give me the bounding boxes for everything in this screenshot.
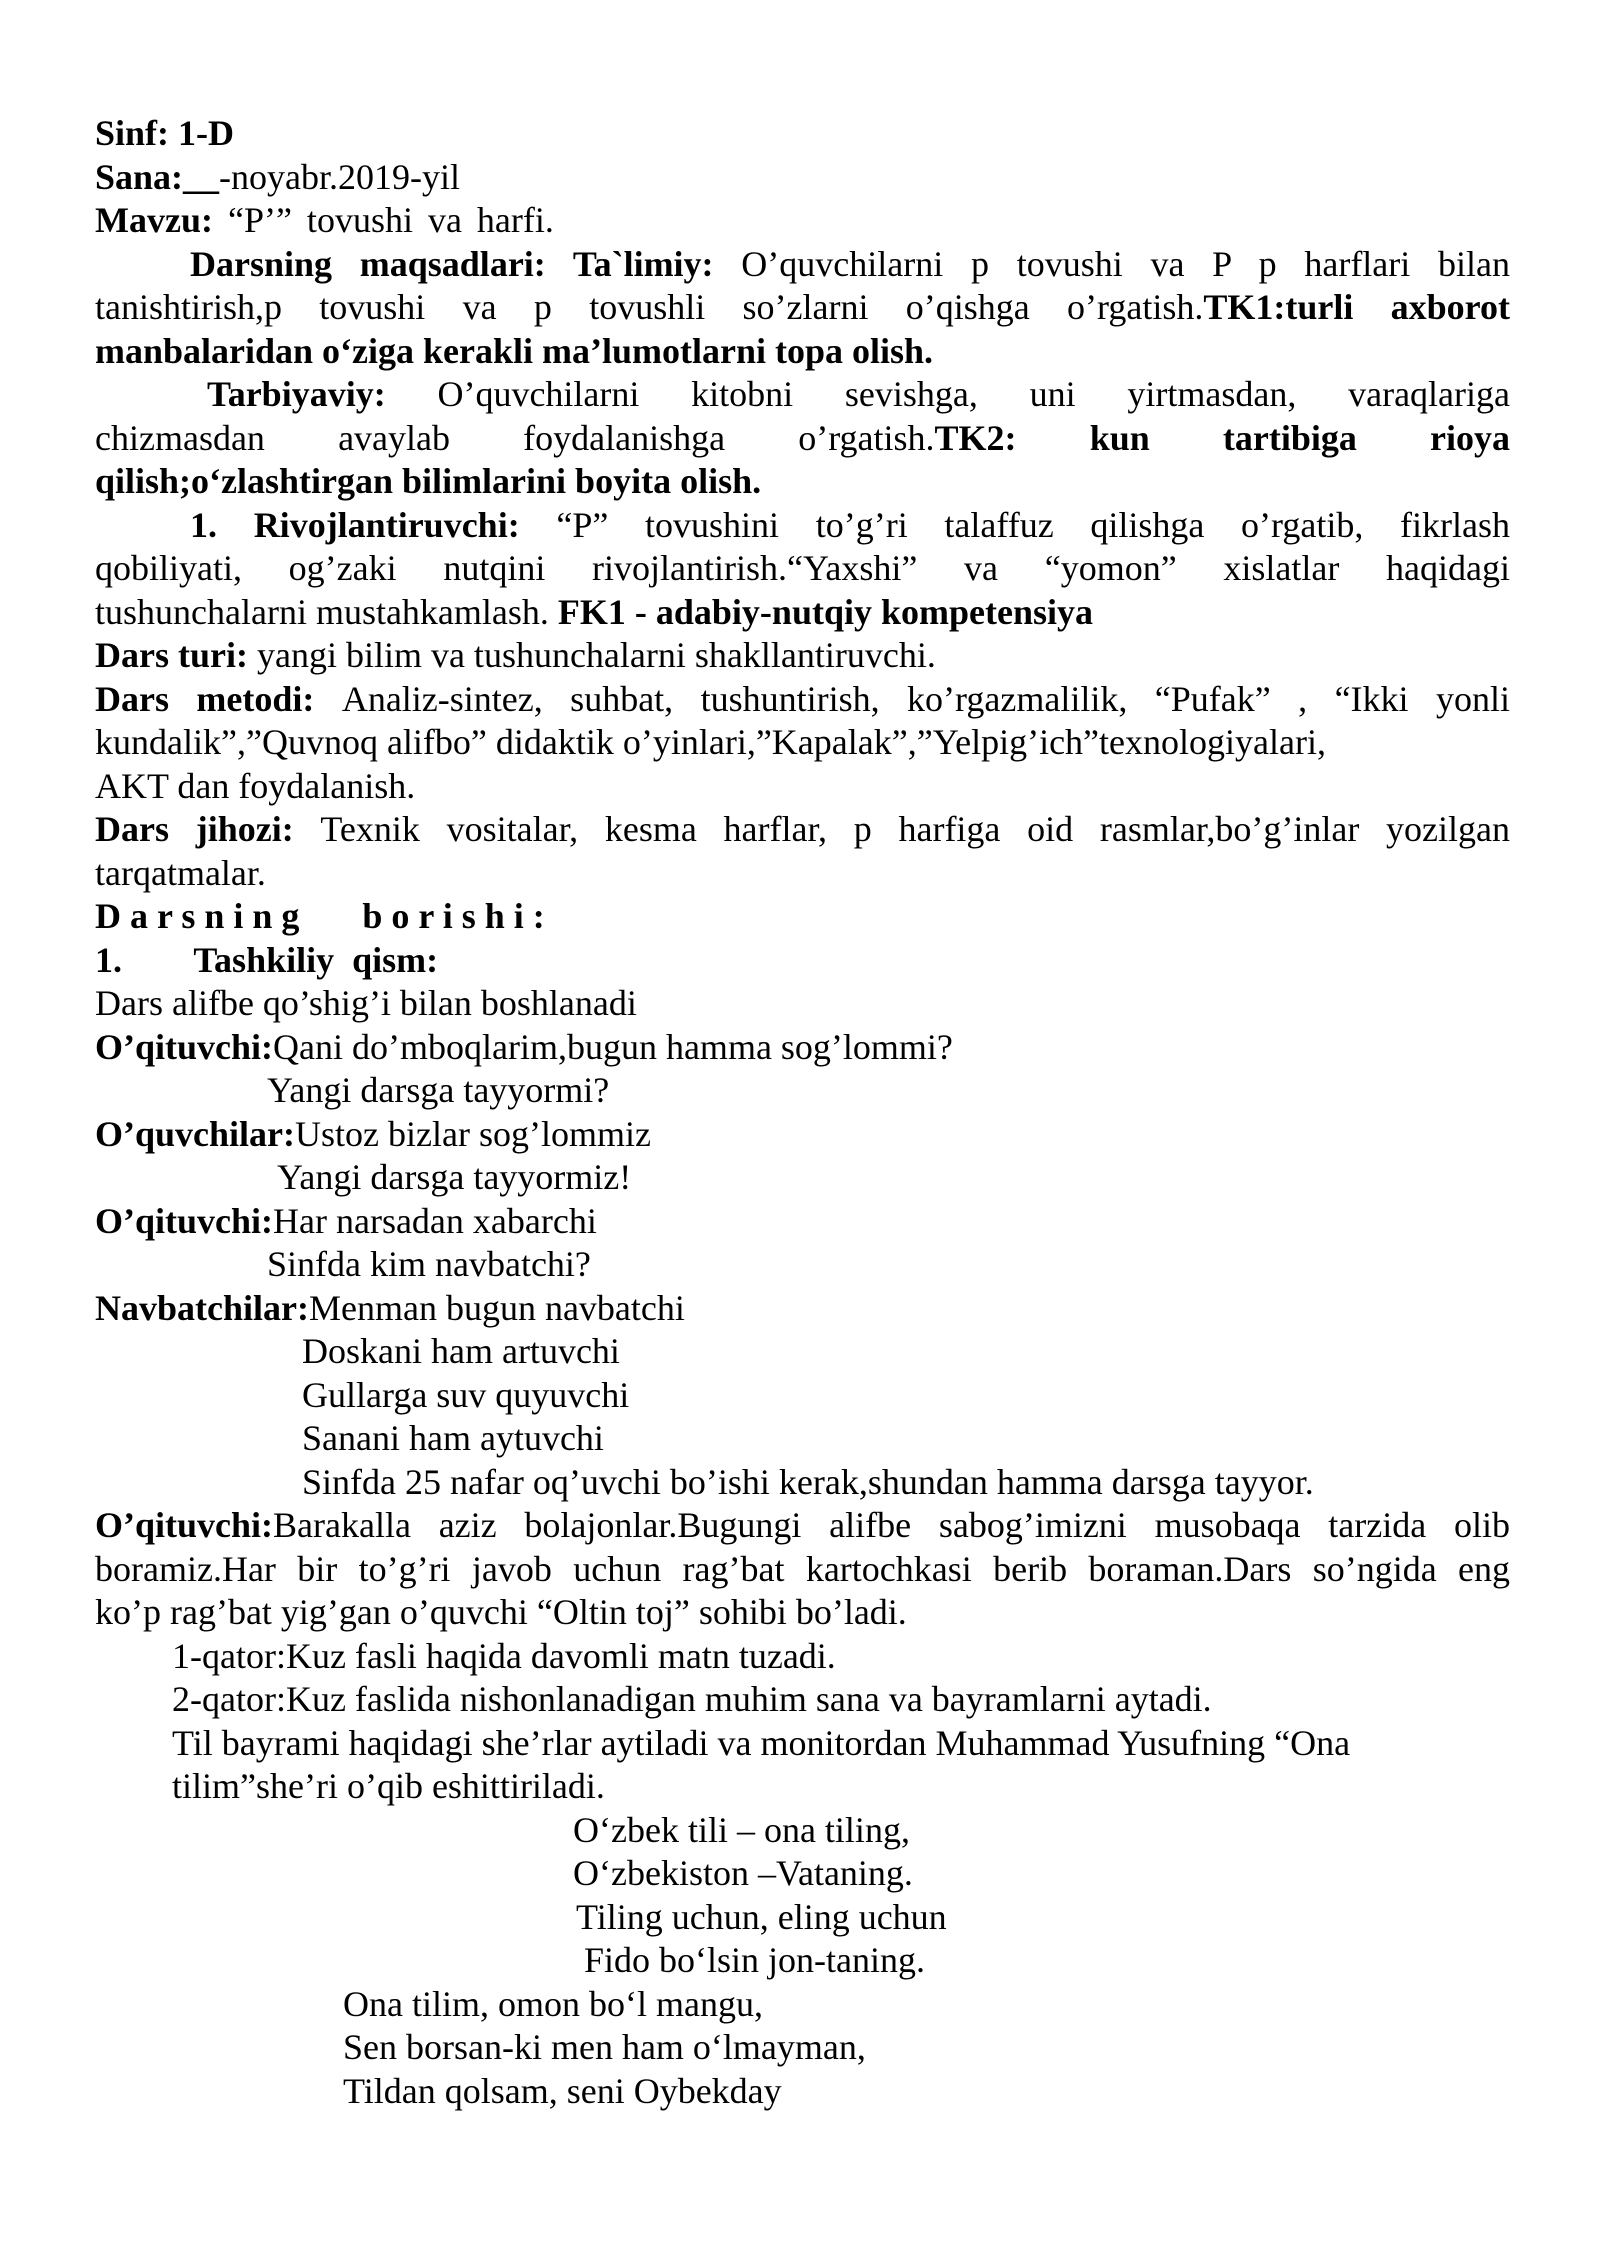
date-label: Sana: (95, 156, 184, 197)
upbringing-label: Tarbiyaviy: (207, 374, 438, 414)
poem-one-line-4 (95, 1939, 1510, 1983)
language-holiday-text-1: Til bayrami haqidagi she’rlar aytiladi va monitordan Muhammad Yusufning “Ona (172, 1722, 1351, 1763)
row-task-2: 2-qator:Kuz faslida nishonlanadigan muhim sana va bayramlarni aytadi. (172, 1679, 1212, 1719)
poem-one-line-1 (95, 1809, 1510, 1853)
monitors-speech-3: Gullarga suv quyuvchi (302, 1374, 630, 1415)
poem-one-text-3: Tiling uchun, eling uchun (576, 1896, 947, 1937)
monitors-speech-5: Sinfda 25 nafar oq’uvchi bo’ishi kerak,shundan hamma darsga tayyor. (302, 1461, 1314, 1502)
language-holiday-line-2 (95, 1765, 1510, 1809)
developing-text-3: tushunchalarni mustahkamlash. (95, 591, 558, 632)
topic-value: “P’” tovushi va harfi. (227, 200, 554, 240)
lesson-method-text-1: Analiz-sintez, suhbat, tushuntirish, ko’rgazmalilik, “Pufak” , “Ikki yonli (341, 678, 1510, 719)
tk2-text: qilish;o‘zlashtirgan bilimlarini boyita olish. (95, 461, 762, 501)
poem-one-text-4: Fido bo‘lsin jon-taning. (584, 1940, 925, 1980)
objectives-line-2 (95, 286, 1510, 330)
lesson-method-line-1 (95, 678, 1510, 722)
poem-one-line-2 (95, 1852, 1510, 1896)
lesson-course-heading-text: D a r s n i n g b o r i s h i : (95, 896, 545, 936)
developing-line-1 (95, 504, 1510, 548)
teacher-intro-line-3 (95, 1591, 1510, 1635)
fk1-label: FK1 - adabiy-nutqiy kompetensiya (557, 591, 1093, 632)
objectives-line-3 (95, 330, 1510, 374)
monitors-line-2 (95, 1330, 1510, 1374)
objectives-label: Darsning maqsadlari: Ta`limiy: (190, 243, 742, 284)
objectives-text-1: O’quvchilarni p tovushi va P p harflari bilan (741, 243, 1510, 284)
date-value: -noyabr.2019-yil (219, 156, 460, 197)
lesson-course-heading (95, 895, 1510, 939)
organizational-part-heading (95, 939, 1510, 983)
lesson-method-line-3 (95, 765, 1510, 809)
teacher-intro-text-2: boramiz.Har bir to’g’ri javob uchun rag’bat kartochkasi berib boraman.Dars so’ngida eng (95, 1548, 1510, 1589)
teacher-intro-line-2 (95, 1548, 1510, 1592)
topic-label: Mavzu: (95, 200, 228, 240)
lesson-equipment-line-1 (95, 808, 1510, 852)
lesson-equipment-text-1: Texnik vositalar, kesma harflar, p harfiga oid rasmlar,bo’g’inlar yozilgan (320, 809, 1511, 849)
teacher-intro-line-1 (95, 1504, 1510, 1548)
pupils-line-2 (95, 1156, 1510, 1200)
row-task-line-2 (95, 1678, 1510, 1722)
language-holiday-text-2: tilim”she’ri o’qib eshittiriladi. (172, 1766, 605, 1806)
topic-line (95, 199, 1510, 243)
poem-two-text-2: Sen borsan-ki men ham o‘lmayman, (343, 2027, 866, 2067)
class-line (95, 112, 1510, 156)
tk2-label: TK2: kun tartibiga rioya (934, 417, 1510, 458)
monitors-line-1 (95, 1287, 1510, 1331)
teacher-line-4 (95, 1243, 1510, 1287)
upbringing-line-1 (95, 373, 1510, 417)
teacher-intro-text-3: ko’p rag’bat yig’gan o’quvchi “Oltin toj” sohibi bo’ladi. (95, 1592, 907, 1632)
lesson-type-value: yangi bilim va tushunchalarni shakllantiruvchi. (256, 635, 936, 675)
lesson-type-label: Dars turi: (95, 635, 257, 675)
poem-two-text-1: Ona tilim, omon bo‘l mangu, (343, 1983, 763, 2024)
monitors-speech-4: Sanani ham aytuvchi (302, 1418, 604, 1458)
lesson-type-line (95, 634, 1510, 678)
lesson-method-label: Dars metodi: (95, 678, 342, 719)
teacher-speech-1: Qani do’mboqlarim,bugun hamma sog’lommi? (273, 1026, 953, 1067)
pupils-speech-1: Ustoz bizlar sog’lommiz (295, 1113, 651, 1154)
lesson-start-text: Dars alifbe qo’shig’i bilan boshlanadi (95, 983, 637, 1023)
date-line (95, 156, 1510, 200)
pupils-label: O’quvchilar: (95, 1113, 296, 1154)
poem-one-text-2: O‘zbekiston –Vataning. (573, 1853, 913, 1893)
poem-two-text-3: Tildan qolsam, seni Oybekday (343, 2070, 782, 2111)
pupils-speech-2: Yangi darsga tayyormiz! (277, 1157, 632, 1197)
monitors-speech-1: Menman bugun navbatchi (308, 1287, 685, 1328)
lesson-method-text-3: AKT dan foydalanish. (95, 765, 416, 806)
lesson-equipment-line-2 (95, 852, 1510, 896)
class-label: Sinf: 1-D (95, 113, 235, 153)
poem-two-line-1 (95, 1983, 1510, 2027)
objectives-text-2: tanishtirish,p tovushi va p tovushli so’zlarni o’qishga o’rgatish. (95, 287, 1204, 327)
teacher-line-2 (95, 1069, 1510, 1113)
monitors-label: Navbatchilar: (95, 1287, 309, 1328)
row-task-1: 1-qator:Kuz fasli haqida davomli matn tuzadi. (172, 1635, 836, 1676)
teacher-label: O’qituvchi: (95, 1026, 274, 1067)
monitors-speech-2: Doskani ham artuvchi (302, 1331, 620, 1371)
poem-two-line-3 (95, 2070, 1510, 2114)
poem-two-line-2 (95, 2026, 1510, 2070)
tk1-label: TK1:turli axborot (1203, 287, 1510, 327)
monitors-line-4 (95, 1417, 1510, 1461)
monitors-line-3 (95, 1374, 1510, 1418)
developing-line-2 (95, 547, 1510, 591)
monitors-line-5 (95, 1461, 1510, 1505)
upbringing-line-3 (95, 460, 1510, 504)
date-blank-line: __ (183, 156, 220, 197)
teacher-speech-4: Sinfda kim navbatchi? (267, 1244, 591, 1284)
lesson-equipment-label: Dars jihozi: (95, 809, 321, 849)
developing-text-1: “P” tovushini to’g’ri talaffuz qilishga o’rgatib, fikrlash (556, 504, 1510, 545)
poem-one-line-3 (95, 1896, 1510, 1940)
developing-label: 1. Rivojlantiruvchi: (190, 504, 557, 545)
lesson-method-text-2: kundalik”,”Quvnoq alifbo” didaktik o’yinlari,”Kapalak”,”Yelpig’ich”texnologiyalari, (95, 722, 1326, 762)
teacher-intro-text-1: Barakalla aziz bolajonlar.Bugungi alifbe sabog’imizni musobaqa tarzida olib (273, 1505, 1510, 1545)
upbringing-text-1: O’quvchilarni kitobni sevishga, uni yirtmasdan, varaqlariga (437, 374, 1510, 414)
lesson-start-line (95, 982, 1510, 1026)
poem-one-text-1: O‘zbek tili – ona tiling, (573, 1809, 910, 1850)
teacher-speech-3: Har narsadan xabarchi (273, 1200, 597, 1241)
upbringing-text-2: chizmasdan avaylab foydalanishga o’rgatish. (95, 417, 935, 458)
objectives-line-1 (95, 243, 1510, 287)
teacher-line-1 (95, 1026, 1510, 1070)
developing-text-2: qobiliyati, og’zaki nutqini rivojlantirish.“Yaxshi” va “yomon” xislatlar haqidagi (95, 548, 1510, 588)
language-holiday-line-1 (95, 1722, 1510, 1766)
lesson-method-line-2 (95, 721, 1510, 765)
teacher-line-3 (95, 1200, 1510, 1244)
teacher-label-3: O’qituvchi: (95, 1505, 274, 1545)
developing-line-3 (95, 591, 1510, 635)
teacher-speech-2: Yangi darsga tayyormi? (267, 1070, 610, 1110)
lesson-equipment-text-2: tarqatmalar. (95, 852, 266, 893)
upbringing-line-2 (95, 417, 1510, 461)
organizational-part-heading-text: 1. Tashkiliy qism: (95, 939, 439, 980)
row-task-line-1 (95, 1635, 1510, 1679)
teacher-label-2: O’qituvchi: (95, 1200, 274, 1241)
tk1-text: manbalaridan o‘ziga kerakli ma’lumotlarni topa olish. (95, 330, 934, 371)
pupils-line-1 (95, 1113, 1510, 1157)
